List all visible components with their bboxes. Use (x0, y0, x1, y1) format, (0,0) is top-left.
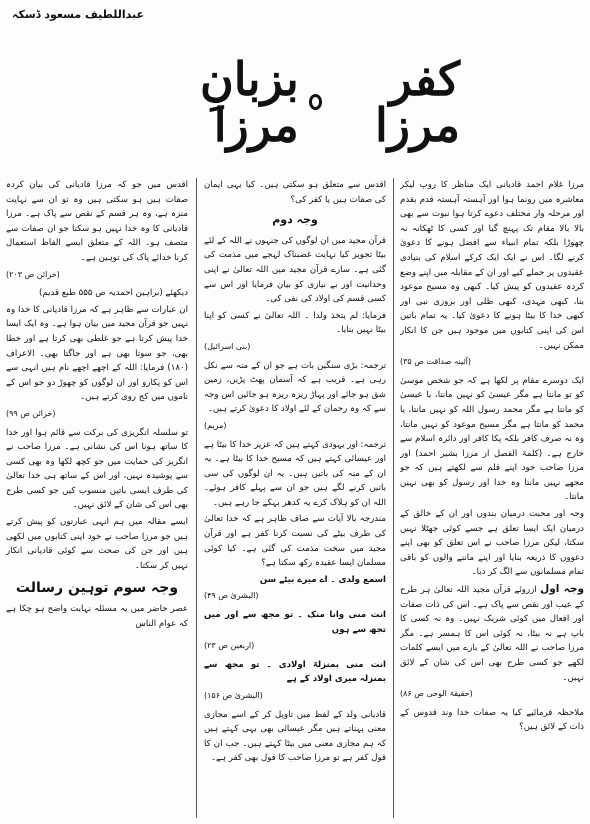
paragraph: فرمایا: لم یتخذ ولدا ۔ اللہ تعالیٰ نے کسی کو اپنا بیٹا نہیں بنایا۔ (204, 310, 386, 336)
title-part-2: بزبانِ مرزا (199, 52, 299, 152)
article-columns (6, 178, 584, 818)
paragraph: ایک دوسرے مقام پر لکھا ہے کہ جو شخص موسیٰ کو تو مانتا ہے مگر عیسیٰ کو نہیں مانتا، یا عیسیٰ کو مانتا ہے مگر محمد رسول اللہ کو نہیں مانتا، یا محمد کو مانتا ہے مگر مسیح موعود کو نہیں مانتا، وہ نہ صرف کافر بلکہ پکا کافر اور دائرہ اسلام سے خارج ہے۔ (کلمۃ الفصل از مرزا بشیر احمد) اور مرزا صاحب خود اپنے قلم سے لکھتے ہیں کہ جو مجھے نہیں مانتا وہ خدا اور رسول کو بھی نہیں مانتا۔ (400, 375, 584, 503)
title-separator-dot (309, 94, 322, 110)
reference: (بنی اسرائیل) (204, 341, 251, 351)
quote: انت منی بمنزلۃ اولادی ۔ تو مجھ سے بمنزلہ میری اولاد کے ہے (204, 659, 386, 685)
reference: (خزائن ص ۲۰۳) (6, 269, 60, 279)
reference: (مریم) (204, 420, 227, 430)
section-heading: وجہ سوم توہین رسالت (15, 580, 179, 597)
paragraph: مرزا غلام احمد قادیانی ایک مناظر کا روپ لیکر معاشرہ میں رونما ہوا اور آہستہ آہستہ قدم بقدم اور مرحلہ وار مختلف دعوے کرتا ہوا نبوت سے بھی بالا بالا مقام تک پہنچ گیا اور کسی کا ٹھکانہ نہ چھوڑا بلکہ تمام انبیاء سے افضل ہونے کا دعویٰ کرنے لگا۔ اس نے ایک ایک کرکے اسلام کی بنیادی عقیدوں پر حملے کیے اور ان کے مقابلہ میں اپنے وضع کردہ عقیدوں کو پیش کیا۔ کبھی وہ مسیح موعود بنا، کبھی مہدی، کبھی ظلی اور بروزی نبی اور کبھی خدا کا بیٹا ہونے کا دعویٰ کیا۔ یہ تمام باتیں اس کی اپنی کتابوں میں موجود ہیں جن کا انکار ممکن نہیں۔ (400, 180, 584, 351)
reference: (اربعین ص ۲۳) (204, 641, 255, 651)
quote: انت منی وانا منک ۔ تو مجھ سے اور میں تجھ سے ہوں (204, 610, 386, 635)
paragraph: تو سلسلہ انگریزی کی برکت سے قائم ہوا اور خدا کا ساتھ ہونا اس کی نشانی ہے۔ مرزا صاحب نے انگریز کی حمایت میں جو کچھ لکھا وہ بھی کسی سے پوشیدہ نہیں، اور اس کے ساتھ ہی خدا تعالیٰ کی طرف ایسی باتیں منسوب کیں جو کسی طرح بھی اس کی شان کے لائق نہیں۔ (6, 427, 188, 511)
paragraph: وجہ اور محبت درمیان بندوں اور ان کے خالق کے درمیان ایک ایسا تعلق ہے جسے کوئی جھٹلا نہیں سکتا، لیکن مرزا صاحب نے اس تعلق کو بھی اپنے دعووں کا ذریعہ بنایا اور اپنے ماننے والوں کو باقی تمام مسلمانوں سے الگ کر دیا۔ (400, 509, 584, 578)
column-divider (393, 178, 394, 818)
paragraph: اقدس میں جو کہ مرزا قادیانی کی بیان کردہ صفات ہیں ہو سکتی ہیں وہ تو ان سے نہایت منزہ ہے، وہ ہر قسم کے نقص سے پاک ہے۔ مرزا قادیانی کا وہ خدا نہیں ہو سکتا جو ان صفات سے متصف ہو۔ اللہ کے متعلق ایسے الفاظ استعمال کرنا خدائے پاک کی توہین ہے۔ (6, 180, 188, 263)
paragraph: ترجمہ: بڑی سنگین بات ہے جو ان کے منہ سے نکل رہی ہے۔ قریب ہے کہ آسمان پھٹ پڑیں، زمین شق ہو جائے اور پہاڑ ریزہ ریزہ ہو جائیں اس وجہ سے کہ وہ رحمان کے لئے اولاد کا دعویٰ کرتے ہیں۔ (204, 360, 386, 415)
reference: (البشریٰ ص ۱۵۶) (204, 691, 263, 700)
title-part-1: کفر مرزا (374, 52, 460, 152)
quote: اسمع ولدی ۔ اے میرے بیٹے سن (259, 574, 386, 585)
reference: (حقیقۃ الوحی ص ۸۶) (400, 689, 473, 699)
section-lead: وجہ اول (540, 583, 584, 596)
paragraph: ملاحظہ فرمائیے کیا یہ صفات خدا وند قدوس کے ذات کے لائق ہیں؟ (400, 707, 584, 733)
paragraph: ان عبارات سے ظاہر ہے کہ مرزا قادیانی کا خدا وہ نہیں جو قرآن مجید میں بیان ہوا ہے۔ وہ ایک ایسا خدا پیش کرتا ہے جو غلطی بھی کرتا ہے اور خطا بھی، جو سوتا بھی ہے اور جاگتا بھی۔ الاعراف (۱۸۰) فرمایا: اللہ کے اچھے اچھے نام ہیں انہی سے اس کو پکارو اور ان لوگوں کو چھوڑ دو جو اس کے ناموں میں کج روی کرتے ہیں۔ (6, 304, 188, 403)
paragraph: ترجمہ: اور یہودی کہتے ہیں کہ عزیر خدا کا بیٹا ہے اور عیسائی کہتے ہیں کہ مسیح خدا کا بیٹا ہے۔ یہ ان کے منہ کی باتیں ہیں۔ یہ ان لوگوں کی سی باتیں کرنے لگے ہیں جو ان سے پہلے کافر ہوئے۔ اللہ ان کو ہلاک کرے یہ کدھر بہکے جا رہے ہیں۔ (204, 439, 386, 508)
column-left (6, 178, 188, 818)
section-heading: وجہ دوم (272, 213, 318, 227)
paragraph (400, 582, 584, 685)
paragraph: مندرجہ بالا آیات سے صاف ظاہر ہے کہ خدا تعالیٰ کی طرف بیٹے کی نسبت کرنا کفر ہے اور قرآن مجید میں سخت مذمت کی گئی ہے۔ کیا کوئی مسلمان ایسا عقیدہ رکھ سکتا ہے؟ (204, 514, 386, 569)
reference: (البشریٰ ص ۴۹) (204, 591, 259, 601)
paragraph: ایسے مقالہ میں ہم انہی عبارتوں کو پیش کرتے ہیں جو مرزا صاحب نے خود اپنی کتابوں میں لکھی ہیں اور جن کی صحت سے کوئی قادیانی انکار نہیں کر سکتا۔ (6, 517, 188, 571)
reference: (آئینہ صداقت ص ۳۵) (400, 357, 471, 367)
column-divider (196, 178, 197, 818)
paragraph: اقدس سے متعلق ہو سکتی ہیں۔ کیا یہی ایمان کی صفات ہیں یا کفر کی؟ (204, 180, 386, 205)
paragraph: قرآن مجید میں ان لوگوں کی جنہوں نے اللہ کے لئے بیٹا تجویز کیا نہایت غضبناک لہجے میں مذمت کی گئی ہے۔ سارے قرآن مجید میں اللہ تعالیٰ نے اپنی وحدانیت اور بے نیازی کو بیان فرمایا اور اس سے کسی قسم کی اولاد کی نفی کی۔ (204, 235, 386, 305)
reference: (خزائن ص ۹۹) (6, 408, 56, 418)
author-name: عبداللطیف مسعود ڈسکہ (12, 8, 145, 21)
column-right (400, 178, 584, 818)
paragraph-text: ازروئے قرآن مجید اللہ تعالیٰ ہر طرح کے عیب اور نقص سے پاک ہے۔ اس کی ذات صفات اور افعال میں کوئی شریک نہیں۔ وہ نہ کسی کا باپ ہے نہ بیٹا، نہ کوئی اس کا ہمسر ہے۔ مگر مرزا صاحب نے اللہ تعالیٰ کے بارے میں ایسے کلمات لکھے جو کسی طرح بھی اس کی شان کے لائق نہیں۔ (400, 585, 584, 683)
paragraph: قادیانی ولد کے لفظ میں تاویل کر کے اسے مجازی معنی پہناتے ہیں مگر عیسائی بھی یہی کہتے ہیں کہ ہم مجازی معنی میں بیٹا کہتے ہیں۔ جب ان کا قول کفر ہے تو مرزا صاحب کا قول بھی کفر ہے۔ (204, 709, 386, 764)
column-middle (204, 178, 386, 818)
paragraph: دیکھئے (براہین احمدیہ ص ۵۵۵ طبع قدیم) (39, 288, 188, 299)
paragraph: عصر حاضر میں یہ مسئلہ نہایت واضح ہو چکا ہے کہ عوام الناس (6, 604, 188, 629)
article-title (150, 52, 460, 152)
